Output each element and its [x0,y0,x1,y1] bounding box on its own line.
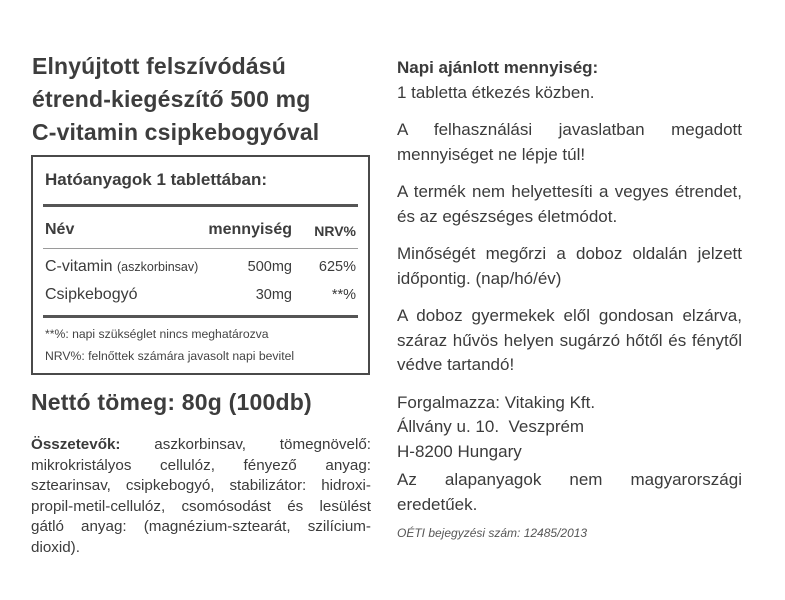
row-nrv: 625% [318,259,356,275]
table-heading: Hatóanyagok 1 tablettában: [45,170,267,189]
diet-disclaimer: A termék nem helyettesíti a vegyes étrendet, és az egészséges életmódot. [397,182,742,226]
table-footnote-2: NRV%: felnőttek számára javasolt napi bevitel [45,349,295,363]
row-name: Csipkebogyó [45,286,138,303]
origin-statement: Az alapanyagok nem magyarországi eredetűek. [397,470,742,514]
table-top-divider [43,204,358,207]
dose-warning: A felhasználási javaslatban megadott mennyiséget ne lépje túl! [397,120,742,164]
product-title [32,50,377,149]
row-name: C-vitamin (aszkorbinsav) [45,258,199,275]
ingredients-paragraph [31,435,371,558]
product-title-line-1: Elnyújtott felszívódású [32,53,286,79]
table-row [33,286,368,310]
net-weight: Nettó tömeg: 80g (100db) [31,389,312,415]
distributor-name: Forgalmazza: Vitaking Kft. [397,392,596,412]
daily-dose-label: Napi ajánlott mennyiség: [397,58,599,77]
best-before-info: Minőségét megőrzi a doboz oldalán jelzett időpontig. (nap/hó/év) [397,244,742,288]
table-header-divider [43,248,358,249]
registration-number: OÉTI bejegyzési szám: 12485/2013 [397,526,588,540]
row-amount: 500mg [247,259,292,275]
product-title-line-2: étrend-kiegészítő 500 mg [32,86,311,112]
table-footnote-1: **%: napi szükséglet nincs meghatározva [45,327,269,341]
usage-info-column [397,56,742,546]
daily-dose-text: 1 tabletta étkezés közben. [397,82,595,102]
storage-instructions: A doboz gyermekek elől gondosan elzárva, száraz hűvös helyen sugárzó hőtől és fénytől védve tartandó! [397,306,742,374]
active-ingredients-table [31,155,370,375]
column-header-name: Név [45,221,75,238]
column-header-nrv: NRV% [314,223,356,239]
row-nrv: **% [331,287,356,303]
column-header-amount: mennyiség [208,221,292,238]
table-row [33,258,368,282]
distributor-country: H-8200 Hungary [397,441,522,461]
distributor-address: Állvány u. 10. Veszprém [397,417,585,436]
ingredients-text: aszkorbinsav, tömegnövelő: mikrokristályos cellulóz, fényező anyag: sztearinsav, csipkebogyó, stabilizátor: hidroxi-propil-metil-cellulóz, csomósodást és lesülést gátló anyag: (magnézium-sztearát, szilícium-dioxid). [31,436,371,556]
table-bottom-divider [43,315,358,318]
row-amount: 30mg [255,287,292,303]
product-title-line-3: C-vitamin csipkebogyóval [32,119,320,145]
ingredients-label: Összetevők: [31,436,121,453]
